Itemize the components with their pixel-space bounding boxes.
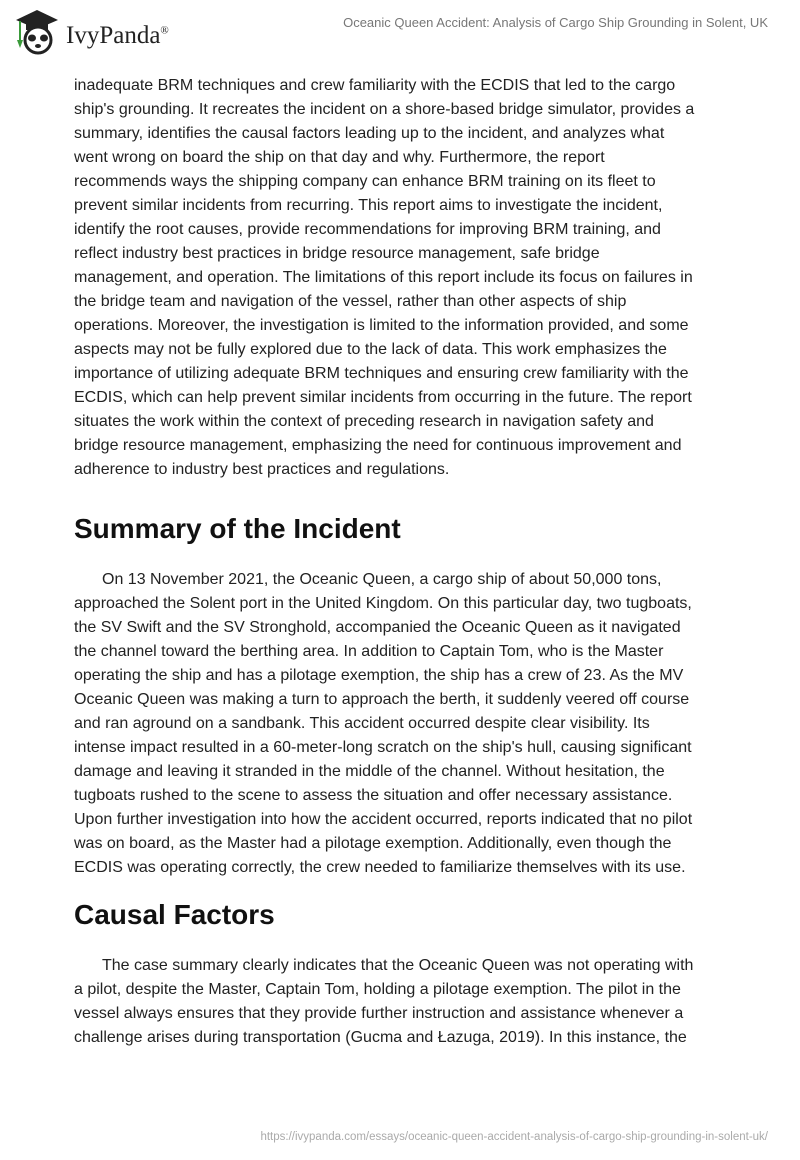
text-line: summary, identifies the causal factors leading up to the incident, and analyzes what <box>74 125 665 142</box>
text-line: challenge arises during transportation (Gucma and Łazuga, 2019). In this instance, the <box>74 1029 687 1046</box>
text-line: identify the root causes, provide recommendations for improving BRM training, and <box>74 221 661 238</box>
text-line: recommends ways the shipping company can enhance BRM training on its fleet to <box>74 173 656 190</box>
text-line: operating the ship and has a pilotage exemption, the ship has a crew of 23. As the MV <box>74 667 684 684</box>
text-line: The case summary clearly indicates that the Oceanic Queen was not operating with <box>102 957 694 974</box>
text-line: was on board, as the Master had a pilotage exemption. Additionally, even though the <box>74 835 672 852</box>
text-line: the channel toward the berthing area. In addition to Captain Tom, who is the Master <box>74 643 664 660</box>
text-line: approached the Solent port in the United Kingdom. On this particular day, two tugboats, <box>74 595 692 612</box>
paragraph-causal <box>74 954 734 1050</box>
document-title: Oceanic Queen Accident: Analysis of Cargo Ship Grounding in Solent, UK <box>343 15 768 30</box>
text-line: Upon further investigation into how the accident occurred, reports indicated that no pilot <box>74 811 693 828</box>
ivypanda-logo[interactable] <box>14 8 169 56</box>
text-line: aspects may not be fully explored due to the lack of data. This work emphasizes the <box>74 341 667 358</box>
text-line: vessel always ensures that they provide further instruction and assistance whenever a <box>74 1005 684 1022</box>
text-line: and ran aground on a sandbank. This accident occurred despite clear visibility. Its <box>74 715 650 732</box>
text-line: reflect industry best practices in bridge resource management, safe bridge <box>74 245 600 262</box>
text-line: tugboats rushed to the scene to assess the situation and offer necessary assistance. <box>74 787 673 804</box>
heading-causal-factors: Causal Factors <box>74 899 275 930</box>
text-line: damage and leaving it stranded in the middle of the channel. Without hesitation, the <box>74 763 665 780</box>
essay-content <box>74 74 734 1050</box>
text-line: intense impact resulted in a 60-meter-long scratch on the ship's hull, causing significant <box>74 739 692 756</box>
heading-summary: Summary of the Incident <box>74 513 401 544</box>
text-line: operations. Moreover, the investigation is limited to the information provided, and some <box>74 317 689 334</box>
logo-text: IvyPanda <box>66 22 161 49</box>
text-line: situates the work within the context of preceding research in navigation safety and <box>74 413 654 430</box>
text-line: adherence to industry best practices and regulations. <box>74 461 450 478</box>
text-line: ECDIS was operating correctly, the crew needed to familiarize themselves with its use. <box>74 859 686 876</box>
paragraph-intro <box>74 74 734 482</box>
registered-mark: ® <box>160 24 169 37</box>
text-line: prevent similar incidents from recurring. This report aims to investigate the incident, <box>74 197 663 214</box>
footer-url[interactable]: https://ivypanda.com/essays/oceanic-queen-accident-analysis-of-cargo-ship-grounding-in-solent-uk/ <box>260 1131 768 1143</box>
text-line: ECDIS, which can help prevent similar incidents from occurring in the future. The report <box>74 389 692 406</box>
text-line: Oceanic Queen was making a turn to approach the berth, it suddenly veered off course <box>74 691 690 708</box>
text-line: the bridge team and navigation of the vessel, rather than other aspects of ship <box>74 293 627 310</box>
text-line: a pilot, despite the Master, Captain Tom, holding a pilotage exemption. The pilot in the <box>74 981 681 998</box>
text-line: inadequate BRM techniques and crew familiarity with the ECDIS that led to the cargo <box>74 77 676 94</box>
text-line: went wrong on board the ship on that day and why. Furthermore, the report <box>74 149 605 166</box>
paragraph-summary <box>74 568 734 880</box>
text-line: management, and operation. The limitations of this report include its focus on failures in <box>74 269 693 286</box>
panda-graduate-icon <box>14 8 60 56</box>
text-line: bridge resource management, emphasizing the need for continuous improvement and <box>74 437 682 454</box>
text-line: importance of utilizing adequate BRM techniques and ensuring crew familiarity with the <box>74 365 689 382</box>
text-line: the SV Swift and the SV Stronghold, accompanied the Oceanic Queen as it navigated <box>74 619 681 636</box>
text-line: On 13 November 2021, the Oceanic Queen, a cargo ship of about 50,000 tons, <box>102 571 662 588</box>
text-line: ship's grounding. It recreates the incident on a shore-based bridge simulator, provides a <box>74 101 695 118</box>
